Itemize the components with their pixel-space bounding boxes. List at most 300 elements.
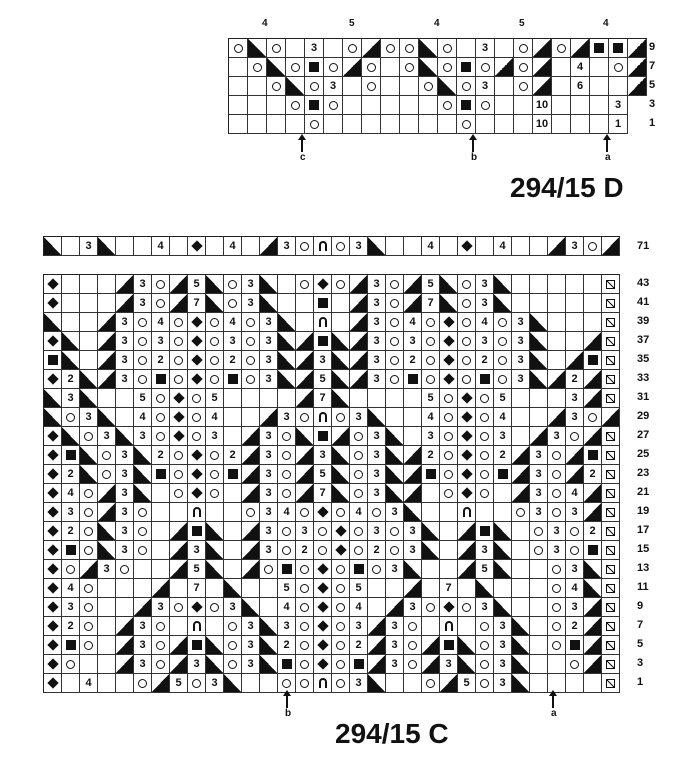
chart-c-cell-circle-symbol (548, 598, 566, 617)
chart-c-cell-blank-cell (548, 294, 566, 313)
chart-c-cell-count: 2 (566, 370, 584, 389)
chart-c-cell-circle-symbol (170, 351, 188, 370)
chart-c-cell-circle-symbol (512, 503, 530, 522)
chart-d-cell-blank-cell (495, 77, 514, 96)
chart-c-cell-count: 4 (62, 579, 80, 598)
chart-c-cell-circle-symbol (296, 617, 314, 636)
chart-c-cell-circle-symbol (404, 617, 422, 636)
chart-c-cell-circle-symbol (458, 275, 476, 294)
chart-c-cell-triangle-left-symbol (368, 674, 386, 693)
chart-c-cell-blank-cell (260, 674, 278, 693)
chart-c-cell-slashed-box-symbol (602, 332, 620, 351)
chart-c-cell-circle-symbol (296, 579, 314, 598)
chart-c-cell-slashed-box-symbol (602, 598, 620, 617)
chart-c-cell-triangle-left-symbol (98, 541, 116, 560)
chart-c-cell-triangle-right-symbol (512, 446, 530, 465)
chart-c-cell-count: 4 (350, 503, 368, 522)
row-number: 31 (637, 391, 650, 403)
chart-c-cell-triangle-right-symbol (350, 370, 368, 389)
row-number: 27 (637, 429, 650, 441)
chart-c-cell-count: 7 (314, 484, 332, 503)
chart-c-cell-count: 3 (476, 275, 494, 294)
chart-c-cell-count: 5 (494, 389, 512, 408)
chart-c-cell-circle-symbol (314, 522, 332, 541)
chart-c-cell-triangle-left-symbol (44, 389, 62, 408)
row-number: 5 (637, 638, 644, 650)
chart-c-cell-blank-cell (530, 674, 548, 693)
chart-d-cell-triangle-left-symbol (419, 39, 438, 58)
chart-c-cell-blank-cell (134, 560, 152, 579)
chart-c-cell-blank-cell (584, 275, 602, 294)
chart-c-cell-diamond-symbol (44, 370, 62, 389)
chart-c-cell-blank-cell (260, 579, 278, 598)
chart-c-cell-blank-cell (386, 389, 404, 408)
chart-c-cell-triangle-right-symbol (116, 617, 134, 636)
chart-c-cell-count: 3 (224, 332, 242, 351)
chart-d-cell-blank-cell (267, 96, 286, 115)
chart-c-cell-triangle-right-symbol (404, 579, 422, 598)
chart-d-cell-blank-cell (400, 77, 419, 96)
chart-d-cell-circle-symbol (438, 58, 457, 77)
chart-c-cell-count: 3 (530, 484, 548, 503)
chart-c-cell-circle-symbol (296, 408, 314, 427)
chart-d-cell-circle-symbol (229, 39, 248, 58)
chart-c-cell-blank-cell (260, 389, 278, 408)
chart-c-cell-circle-symbol (134, 674, 152, 693)
chart-c-cell-filled-square-symbol (440, 636, 458, 655)
chart-c-cell-count: 3 (62, 503, 80, 522)
chart-c-cell-count: 4 (224, 313, 242, 332)
chart-c-cell-arch-symbol (314, 313, 332, 332)
chart-c-cell-circle-symbol (548, 503, 566, 522)
chart-c-cell-diamond-symbol (44, 560, 62, 579)
chart-c-cell-count: 3 (224, 598, 242, 617)
chart-c-cell-blank-cell (584, 674, 602, 693)
chart-c-cell-filled-square-symbol (494, 465, 512, 484)
chart-c-cell-count: 3 (386, 655, 404, 674)
chart-c-cell-blank-cell (134, 579, 152, 598)
chart-d-grid (228, 38, 647, 134)
chart-c-cell-circle-symbol (548, 446, 566, 465)
chart-c-cell-blank-cell (530, 275, 548, 294)
chart-c-cell-blank-cell (62, 275, 80, 294)
chart-c-cell-slashed-box-symbol (602, 275, 620, 294)
chart-c-cell-blank-cell (116, 389, 134, 408)
chart-c-cell-count: 2 (350, 636, 368, 655)
chart-c-cell-circle-symbol (386, 275, 404, 294)
chart-c-cell-triangle-right-symbol (368, 617, 386, 636)
chart-c-top-count: 4 (422, 237, 440, 256)
chart-c-cell-triangle-left-symbol (80, 446, 98, 465)
chart-c-cell-triangle-left-symbol (440, 294, 458, 313)
chart-c-cell-slashed-box-symbol (602, 370, 620, 389)
chart-d-cell-count: 10 (533, 115, 552, 134)
chart-d-cell-circle-symbol (514, 39, 533, 58)
chart-c-cell-blank-cell (530, 617, 548, 636)
chart-c-cell-blank-cell (566, 294, 584, 313)
chart-d-cell-circle-symbol (267, 77, 286, 96)
chart-d-cell-circle-symbol (457, 77, 476, 96)
chart-c-cell-count: 3 (368, 484, 386, 503)
chart-c-cell-circle-symbol (134, 351, 152, 370)
chart-c-cell-triangle-left-symbol (206, 522, 224, 541)
row-number: 1 (637, 676, 644, 688)
chart-c-cell-triangle-left-symbol (494, 598, 512, 617)
chart-c-cell-count: 3 (116, 503, 134, 522)
chart-c-cell-diamond-symbol (44, 579, 62, 598)
chart-c-cell-triangle-left-symbol (80, 465, 98, 484)
chart-c-cell-blank-cell (584, 294, 602, 313)
chart-c-cell-blank-cell (440, 522, 458, 541)
chart-c-cell-circle-symbol (80, 522, 98, 541)
chart-c-cell-triangle-right-symbol (242, 522, 260, 541)
chart-c-cell-count: 3 (116, 484, 134, 503)
chart-c-cell-count: 3 (242, 617, 260, 636)
chart-c-cell-arch-symbol (440, 617, 458, 636)
chart-c-cell-triangle-right-symbol (584, 636, 602, 655)
chart-c-cell-count: 3 (368, 351, 386, 370)
chart-c-cell-circle-symbol (548, 465, 566, 484)
chart-c-cell-filled-square-symbol (566, 636, 584, 655)
chart-c-cell-circle-symbol (332, 598, 350, 617)
chart-c-cell-blank-cell (224, 389, 242, 408)
chart-c-cell-circle-symbol (152, 617, 170, 636)
chart-c-cell-triangle-right-symbol (170, 636, 188, 655)
row-number: 17 (637, 524, 650, 536)
chart-c-cell-triangle-left-symbol (332, 484, 350, 503)
chart-c-cell-diamond-symbol (314, 275, 332, 294)
chart-c-cell-count: 3 (368, 370, 386, 389)
chart-d-cell-count: 10 (533, 96, 552, 115)
chart-c-cell-diamond-symbol (44, 598, 62, 617)
chart-c-cell-triangle-left-symbol (278, 332, 296, 351)
chart-c-cell-circle-symbol (80, 636, 98, 655)
chart-c-cell-triangle-right-symbol (404, 484, 422, 503)
chart-d-cell-circle-symbol (514, 58, 533, 77)
chart-c-cell-circle-symbol (296, 560, 314, 579)
chart-d-cell-blank-cell (343, 115, 362, 134)
repeat-label-4: 5 (519, 18, 525, 29)
chart-c-cell-count: 3 (386, 636, 404, 655)
chart-c-cell-triangle-left-symbol (386, 484, 404, 503)
chart-c-cell-blank-cell (260, 598, 278, 617)
chart-c-cell-triangle-left-symbol (278, 313, 296, 332)
chart-c-cell-triangle-left-symbol (512, 636, 530, 655)
chart-c-cell-circle-symbol (566, 522, 584, 541)
chart-c-cell-blank-cell (494, 503, 512, 522)
chart-c-cell-circle-symbol (386, 313, 404, 332)
chart-c-cell-count: 3 (350, 617, 368, 636)
chart-c-cell-count: 3 (260, 313, 278, 332)
chart-c-cell-circle-symbol (188, 408, 206, 427)
repeat-label-3: 4 (434, 18, 440, 29)
chart-c-cell-filled-square-symbol (62, 636, 80, 655)
chart-c-cell-circle-symbol (404, 655, 422, 674)
chart-c-cell-count: 5 (134, 389, 152, 408)
chart-c-cell-triangle-left-symbol (422, 522, 440, 541)
chart-c-cell-circle-symbol (224, 294, 242, 313)
chart-c-cell-blank-cell (548, 332, 566, 351)
chart-c-cell-circle-symbol (224, 275, 242, 294)
chart-c-cell-triangle-right-symbol (458, 560, 476, 579)
chart-c-cell-count: 3 (278, 408, 296, 427)
chart-c-cell-triangle-left-symbol (206, 541, 224, 560)
chart-c-cell-circle-symbol (296, 655, 314, 674)
chart-c-cell-count: 3 (134, 655, 152, 674)
chart-c-cell-filled-square-symbol (584, 541, 602, 560)
chart-c-cell-blank-cell (530, 655, 548, 674)
chart-c-cell-count: 5 (458, 674, 476, 693)
chart-c-cell-triangle-left-symbol (332, 446, 350, 465)
chart-c-cell-circle-symbol (332, 674, 350, 693)
row-number: 1 (649, 117, 656, 129)
chart-c-cell-blank-cell (80, 275, 98, 294)
chart-c-cell-blank-cell (80, 294, 98, 313)
chart-c-cell-triangle-right-symbol (584, 332, 602, 351)
chart-c-cell-triangle-right-symbol (566, 351, 584, 370)
chart-c-cell-diamond-symbol (44, 484, 62, 503)
chart-c-cell-count: 2 (224, 446, 242, 465)
chart-c-cell-circle-symbol (170, 446, 188, 465)
chart-c-cell-blank-cell (278, 294, 296, 313)
chart-c-cell-diamond-symbol (440, 332, 458, 351)
chart-c-top-arch-symbol (314, 237, 332, 256)
chart-c-cell-circle-symbol (440, 446, 458, 465)
chart-c-cell-triangle-left-symbol (332, 351, 350, 370)
chart-c-cell-triangle-right-symbol (170, 294, 188, 313)
chart-c-cell-blank-cell (98, 617, 116, 636)
chart-c-cell-circle-symbol (476, 674, 494, 693)
chart-c-cell-circle-symbol (242, 332, 260, 351)
chart-d-cell-circle-symbol (438, 39, 457, 58)
chart-c-cell-blank-cell (332, 313, 350, 332)
chart-c-cell-circle-symbol (260, 560, 278, 579)
chart-c-top-blank-cell (116, 237, 134, 256)
chart-c-cell-triangle-left-symbol (98, 408, 116, 427)
chart-c-cell-filled-square-symbol (476, 370, 494, 389)
chart-c-cell-triangle-right-symbol (548, 370, 566, 389)
chart-c-cell-triangle-right-symbol (242, 465, 260, 484)
chart-c-cell-triangle-right-symbol (296, 446, 314, 465)
chart-c-cell-circle-symbol (440, 484, 458, 503)
chart-c-cell-count: 3 (242, 294, 260, 313)
chart-c-cell-triangle-left-symbol (458, 636, 476, 655)
chart-c-cell-triangle-left-symbol (260, 617, 278, 636)
chart-c-cell-triangle-right-symbol (332, 427, 350, 446)
chart-c-cell-slashed-box-symbol (602, 446, 620, 465)
chart-c-cell-blank-cell (350, 389, 368, 408)
chart-c-cell-circle-symbol (170, 465, 188, 484)
chart-d-cell-triangle-right-symbol (533, 58, 552, 77)
chart-c-cell-blank-cell (116, 674, 134, 693)
chart-c-cell-triangle-right-symbol (584, 617, 602, 636)
chart-c-cell-triangle-right-symbol (404, 275, 422, 294)
chart-d-cell-blank-cell (286, 39, 305, 58)
chart-c-cell-circle-symbol (314, 541, 332, 560)
chart-c-cell-triangle-right-symbol (350, 275, 368, 294)
repeat-label-1: 4 (262, 18, 268, 29)
chart-c-cell-circle-symbol (476, 427, 494, 446)
chart-c-cell-circle-symbol (278, 522, 296, 541)
chart-c-top-count: 3 (350, 237, 368, 256)
chart-c-cell-triangle-left-symbol (368, 408, 386, 427)
chart-c-cell-triangle-right-symbol (98, 332, 116, 351)
chart-c-cell-blank-cell (152, 560, 170, 579)
chart-c-cell-count: 3 (494, 655, 512, 674)
chart-c-cell-count: 3 (188, 655, 206, 674)
chart-c-cell-circle-symbol (296, 636, 314, 655)
chart-c-cell-triangle-right-symbol (296, 351, 314, 370)
chart-c-cell-circle-symbol (80, 427, 98, 446)
chart-d-cell-blank-cell (324, 39, 343, 58)
chart-c-cell-count: 3 (116, 351, 134, 370)
chart-c-cell-triangle-right-symbol (296, 370, 314, 389)
chart-c-cell-triangle-right-symbol (404, 446, 422, 465)
chart-c-cell-circle-symbol (134, 332, 152, 351)
chart-c-cell-blank-cell (206, 579, 224, 598)
chart-c-cell-blank-cell (440, 541, 458, 560)
chart-c-cell-diamond-symbol (170, 389, 188, 408)
chart-d-cell-count: 3 (324, 77, 343, 96)
row-number: 9 (637, 600, 644, 612)
chart-c-cell-triangle-right-symbol (512, 484, 530, 503)
chart-c-cell-blank-cell (512, 541, 530, 560)
chart-c-top-count: 4 (224, 237, 242, 256)
chart-c-cell-circle-symbol (584, 408, 602, 427)
chart-d-cell-triangle-right-symbol (571, 39, 590, 58)
chart-c-cell-blank-cell (170, 617, 188, 636)
chart-c-cell-count: 5 (476, 560, 494, 579)
chart-c-cell-circle-symbol (458, 313, 476, 332)
chart-c-cell-circle-symbol (476, 636, 494, 655)
chart-c-cell-blank-cell (422, 617, 440, 636)
chart-c-cell-count: 2 (368, 541, 386, 560)
chart-c-cell-count: 3 (368, 275, 386, 294)
chart-c-cell-triangle-right-symbol (170, 275, 188, 294)
chart-c-top-count: 3 (566, 237, 584, 256)
chart-d-cell-triangle-left-symbol (438, 77, 457, 96)
chart-c-cell-filled-square-symbol (62, 541, 80, 560)
chart-c-cell-circle-symbol (224, 636, 242, 655)
chart-c-cell-slashed-box-symbol (602, 294, 620, 313)
chart-c-cell-triangle-left-symbol (530, 370, 548, 389)
chart-c-cell-circle-symbol (368, 503, 386, 522)
chart-c-cell-count: 3 (260, 446, 278, 465)
chart-c-cell-triangle-left-symbol (296, 427, 314, 446)
chart-c-cell-circle-symbol (206, 313, 224, 332)
chart-c-cell-circle-symbol (476, 389, 494, 408)
repeat-label-5: 4 (603, 18, 609, 29)
chart-c-cell-diamond-symbol (188, 446, 206, 465)
chart-c-cell-filled-square-symbol (44, 351, 62, 370)
chart-c-cell-blank-cell (512, 598, 530, 617)
chart-c-cell-triangle-right-symbol (584, 503, 602, 522)
chart-c-cell-blank-cell (98, 674, 116, 693)
chart-c-cell-count: 3 (134, 294, 152, 313)
chart-c-cell-blank-cell (512, 579, 530, 598)
chart-c-cell-count: 2 (422, 446, 440, 465)
chart-c-cell-triangle-left-symbol (530, 332, 548, 351)
chart-c-top-row (43, 236, 620, 256)
chart-c-cell-blank-cell (170, 503, 188, 522)
chart-c-cell-blank-cell (512, 427, 530, 446)
chart-c-cell-blank-cell (206, 617, 224, 636)
chart-c-cell-diamond-symbol (44, 446, 62, 465)
chart-d-cell-blank-cell (343, 77, 362, 96)
chart-d-cell-circle-symbol (609, 58, 628, 77)
chart-c-cell-circle-symbol (170, 598, 188, 617)
chart-c-top-blank-cell (170, 237, 188, 256)
chart-c-cell-blank-cell (296, 294, 314, 313)
chart-c-cell-count: 7 (188, 579, 206, 598)
chart-d-cell-circle-symbol (362, 58, 381, 77)
chart-c-cell-filled-square-symbol (584, 351, 602, 370)
chart-c-cell-triangle-left-symbol (512, 655, 530, 674)
chart-c-cell-blank-cell (530, 560, 548, 579)
chart-c-cell-circle-symbol (152, 275, 170, 294)
chart-d-cell-blank-cell (552, 96, 571, 115)
chart-c-cell-count: 5 (422, 275, 440, 294)
chart-c-cell-triangle-right-symbol (530, 427, 548, 446)
chart-c-cell-circle-symbol (152, 427, 170, 446)
chart-c-cell-triangle-left-symbol (206, 636, 224, 655)
chart-c-cell-diamond-symbol (314, 655, 332, 674)
chart-c-cell-circle-symbol (332, 617, 350, 636)
chart-c-cell-blank-cell (404, 389, 422, 408)
chart-d-cell-triangle-right-symbol (628, 39, 647, 58)
chart-d-cell-blank-cell (248, 77, 267, 96)
chart-c-cell-diamond-symbol (458, 389, 476, 408)
chart-c-cell-triangle-left-symbol (206, 560, 224, 579)
chart-c-cell-blank-cell (422, 579, 440, 598)
chart-c-top-triangle-left-symbol (98, 237, 116, 256)
chart-c-cell-circle-symbol (80, 598, 98, 617)
chart-c-cell-count: 2 (584, 465, 602, 484)
chart-c-cell-count: 4 (494, 408, 512, 427)
chart-c-cell-blank-cell (242, 389, 260, 408)
chart-c-cell-blank-cell (440, 560, 458, 579)
chart-c-cell-triangle-right-symbol (98, 351, 116, 370)
chart-d-cell-blank-cell (419, 115, 438, 134)
chart-c-cell-count: 4 (278, 503, 296, 522)
chart-c-cell-triangle-left-symbol (476, 579, 494, 598)
chart-c-cell-triangle-right-symbol (584, 484, 602, 503)
chart-c-cell-diamond-symbol (44, 294, 62, 313)
chart-c-cell-triangle-left-symbol (44, 313, 62, 332)
chart-c-cell-blank-cell (224, 484, 242, 503)
chart-d-cell-blank-cell (552, 77, 571, 96)
chart-c-cell-triangle-left-symbol (98, 522, 116, 541)
chart-c-cell-circle-symbol (80, 484, 98, 503)
chart-c-cell-blank-cell (242, 579, 260, 598)
chart-c-cell-triangle-right-symbol (170, 522, 188, 541)
chart-c-cell-triangle-right-symbol (404, 294, 422, 313)
repeat-label-2: 5 (349, 18, 355, 29)
row-number: 41 (637, 296, 650, 308)
chart-c-cell-circle-symbol (476, 617, 494, 636)
chart-c-cell-count: 3 (368, 446, 386, 465)
chart-c-cell-count: 2 (278, 636, 296, 655)
chart-c-cell-count: 3 (260, 332, 278, 351)
chart-c-cell-triangle-right-symbol (422, 636, 440, 655)
chart-c-cell-circle-symbol (98, 465, 116, 484)
chart-c-cell-triangle-right-symbol (584, 598, 602, 617)
chart-c-cell-diamond-symbol (44, 503, 62, 522)
chart-c-cell-circle-symbol (332, 655, 350, 674)
chart-d-cell-blank-cell (552, 115, 571, 134)
chart-c-cell-circle-symbol (494, 332, 512, 351)
chart-c-cell-blank-cell (512, 275, 530, 294)
